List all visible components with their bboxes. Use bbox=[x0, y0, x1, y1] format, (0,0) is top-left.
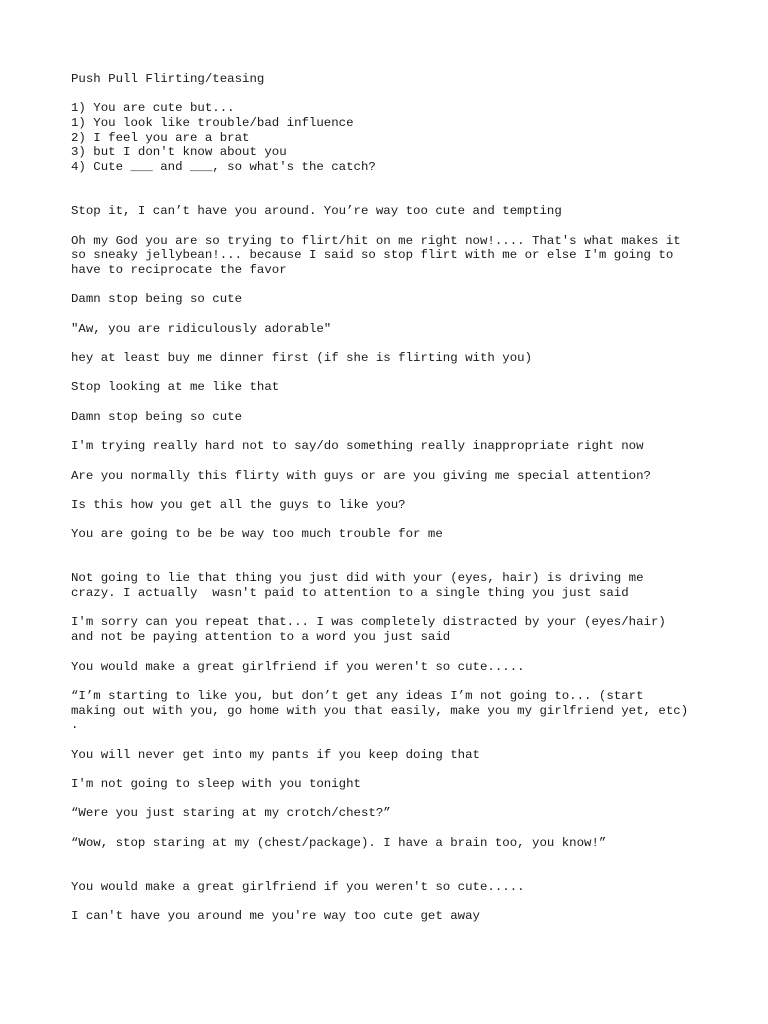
paragraph: “Wow, stop staring at my (chest/package). I have a brain too, you know!” bbox=[71, 835, 607, 850]
paragraph-line: Not going to lie that thing you just did with your (eyes, hair) is driving me bbox=[71, 571, 644, 586]
paragraph bbox=[71, 234, 731, 278]
paragraph: Is this how you get all the guys to like you? bbox=[71, 497, 406, 512]
paragraph bbox=[71, 571, 731, 600]
paragraph: Stop looking at me like that bbox=[71, 380, 280, 395]
paragraph: Stop it, I can’t have you around. You’re way too cute and tempting bbox=[71, 204, 562, 219]
list-item: 1) You look like trouble/bad influence bbox=[71, 116, 354, 131]
list-item: 4) Cute ___ and ___, so what's the catch? bbox=[71, 160, 376, 175]
paragraph-line: making out with you, go home with you that easily, make you my girlfriend yet, etc) bbox=[71, 703, 689, 718]
paragraph: Damn stop being so cute bbox=[71, 292, 243, 307]
list-item: 2) I feel you are a brat bbox=[71, 130, 250, 145]
document-page bbox=[71, 72, 731, 924]
paragraph-line: so sneaky jellybean!... because I said so stop flirt with me or else I'm going to bbox=[71, 248, 674, 263]
paragraph: You are going to be be way too much trouble for me bbox=[71, 527, 443, 542]
paragraph: I'm not going to sleep with you tonight bbox=[71, 777, 361, 792]
paragraph-line: I'm sorry can you repeat that... I was completely distracted by your (eyes/hair) bbox=[71, 615, 666, 630]
list-item: 1) You are cute but... bbox=[71, 101, 235, 116]
document-title: Push Pull Flirting/teasing bbox=[71, 72, 265, 86]
paragraph: "Aw, you are ridiculously adorable" bbox=[71, 321, 332, 336]
paragraph: You would make a great girlfriend if you weren't so cute..... bbox=[71, 879, 525, 894]
paragraph-line: “I’m starting to like you, but don’t get any ideas I’m not going to... (start bbox=[71, 688, 644, 703]
paragraph-line: crazy. I actually wasn't paid to attention to a single thing you just said bbox=[71, 586, 629, 601]
paragraph-line: have to reciprocate the favor bbox=[71, 262, 287, 277]
paragraph: I'm trying really hard not to say/do something really inappropriate right now bbox=[71, 439, 644, 454]
paragraph-line: Oh my God you are so trying to flirt/hit on me right now!.... That's what makes it bbox=[71, 233, 681, 248]
catch-list bbox=[71, 101, 731, 174]
paragraph-line: and not be paying attention to a word you just said bbox=[71, 630, 451, 645]
paragraph: Are you normally this flirty with guys or are you giving me special attention? bbox=[71, 468, 651, 483]
paragraph: You will never get into my pants if you keep doing that bbox=[71, 747, 480, 762]
paragraph: I can't have you around me you're way too cute get away bbox=[71, 909, 480, 924]
paragraph: Damn stop being so cute bbox=[71, 409, 243, 424]
paragraph bbox=[71, 615, 731, 644]
paragraph: “Were you just staring at my crotch/chest?” bbox=[71, 806, 391, 821]
paragraph bbox=[71, 689, 731, 733]
paragraph: You would make a great girlfriend if you weren't so cute..... bbox=[71, 659, 525, 674]
list-item: 3) but I don't know about you bbox=[71, 145, 287, 160]
paragraph-line: . bbox=[71, 718, 79, 733]
paragraph: hey at least buy me dinner first (if she is flirting with you) bbox=[71, 351, 533, 366]
